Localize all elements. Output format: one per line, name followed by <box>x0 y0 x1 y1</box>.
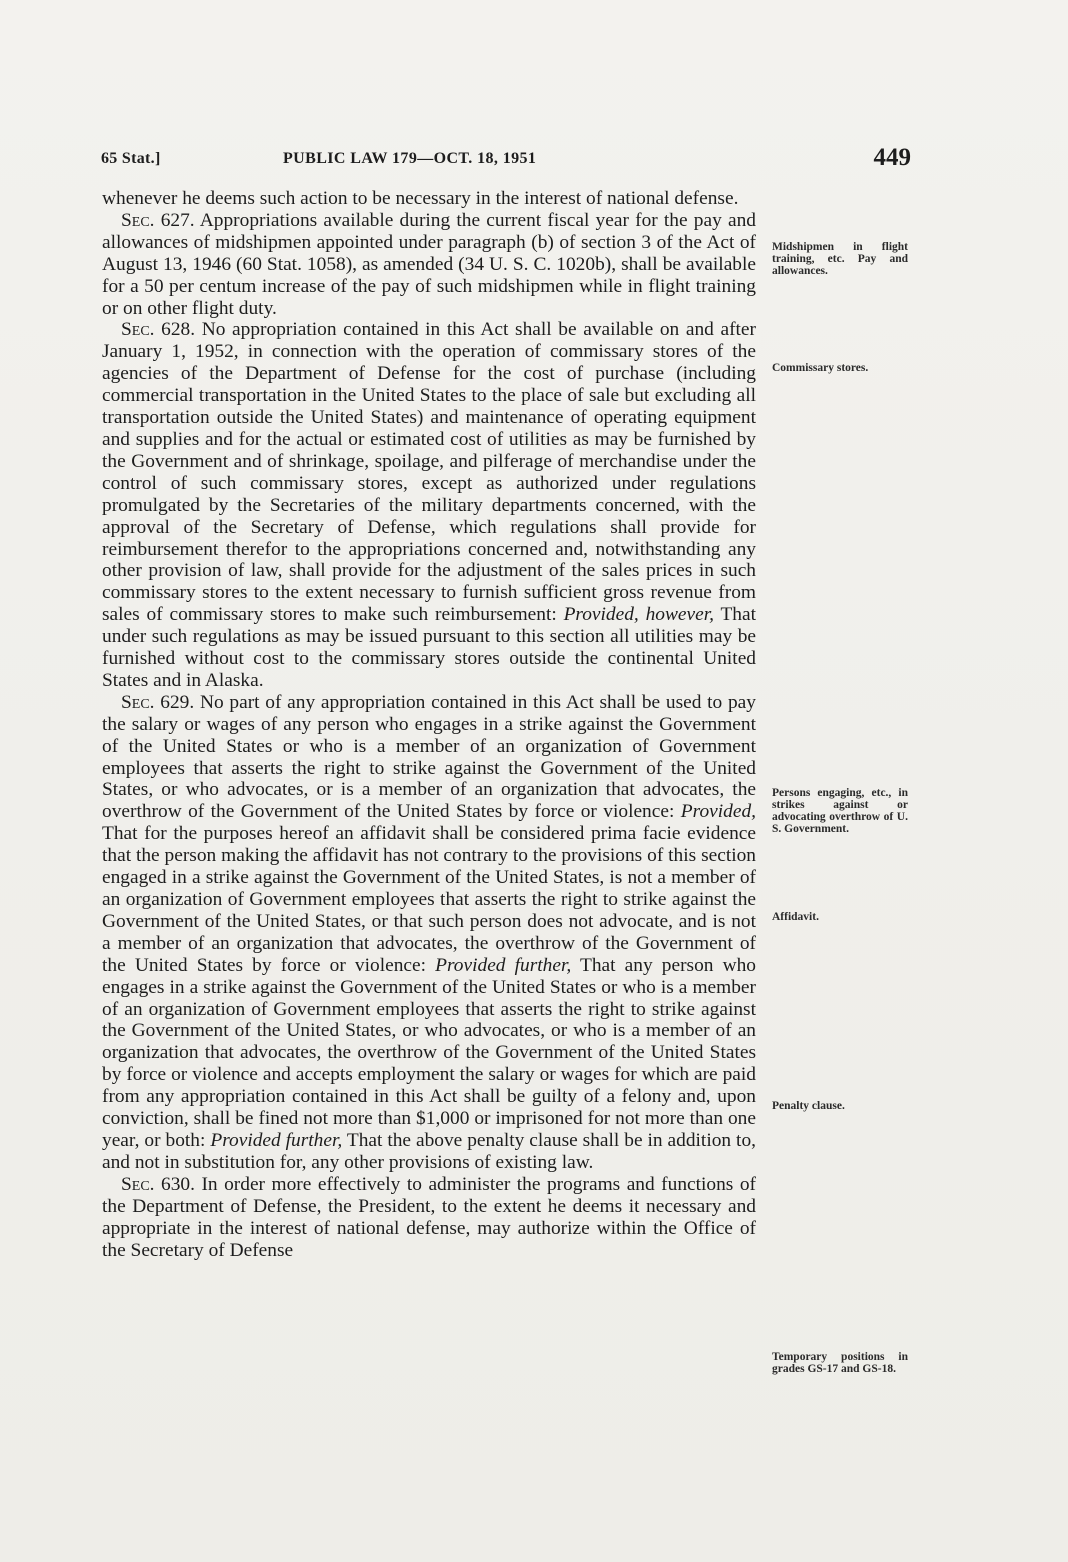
section-text: No part of any appropriation contained in this Act shall be used to pay the salary or wages of any person who engages in a strike against the Government of the United States or who is a member of an organization of Government employees that asserts the right to strike against the Government of the United States, or who advocates, or is a member of an organization that advocates, the overthrow of the Government of the United States by force or violence: <box>102 691 756 823</box>
section-630 <box>102 1174 756 1262</box>
section-label: Sec. 630. <box>121 1173 195 1195</box>
proviso: Provided, however, <box>563 604 714 626</box>
section-label: Sec. 627. <box>121 209 195 231</box>
section-text: That for the purposes hereof an affidavit shall be considered prima facie evidence that the person making the affidavit has not contrary to the provisions of this section engaged in a strike against the Government of the United States, is not a member of an organization of Government employees that asserts the right to strike against the Government of the United States, or that such person does not advocate, and is not a member of an organization that advocates, the overthrow of the Government of the United States by force or violence: <box>102 823 756 976</box>
page-number: 449 <box>873 144 911 171</box>
proviso: Provided, <box>680 801 756 823</box>
section-text: Appropriations available during the current fiscal year for the pay and allowances of midshipmen appointed under paragraph (b) of section 3 of the Act of August 13, 1946 (60 Stat. 1058), as amended (34 U. S. C. 1020b), shall be available for a 50 per centum increase of the pay of such midshipmen while in flight training or on other flight duty. <box>102 209 756 319</box>
running-header <box>101 146 911 176</box>
section-text: That the above penalty clause shall be in addition to, and not in substitution for, any other provisions of existing law. <box>102 1129 756 1173</box>
margin-note-commissary: Commissary stores. <box>772 362 869 374</box>
section-text: No appropriation contained in this Act shall be available on and after January 1, 1952, in connection with the operation of commissary stores of the agencies of the Department of Defense for the cost of purchase (including commercial transportation in the United States to the place of sale but excluding all transportation outside the United States) and maintenance of operating equipment and supplies and for the actual or estimated cost of utilities as may be furnished by the Government and of shrinkage, spoilage, and pilferage of merchandise under the control of such commissary stores, except as authorized under regulations promulgated by the Secretaries of the military departments concerned, with the approval of the Secretary of Defense, which regulations shall provide for reimbursement therefor to the appropriations concerned and, notwithstanding any other provision of law, shall provide for the adjustment of the sales prices in such commissary stores to the extent necessary to furnish sufficient gross revenue from sales of commissary stores to make such reimbursement: <box>102 319 756 626</box>
margin-note-temporary: Temporary positions in grades GS-17 and GS-18. <box>772 1351 908 1375</box>
statute-body <box>102 188 756 1261</box>
margin-note-midshipmen: Midshipmen in flight training, etc. Pay and allowances. <box>772 241 908 277</box>
section-627 <box>102 210 756 320</box>
section-text: In order more effectively to administer the programs and functions of the Department of Defense, the President, to the extent he deems it necessary and appropriate in the interest of national defense, may authorize within the Office of the Secretary of Defense <box>102 1173 756 1261</box>
section-629 <box>102 692 756 1174</box>
section-text: That under such regulations as may be issued pursuant to this section all utilities may be furnished without cost to the commissary stores outside the continental United States and in Alaska. <box>102 604 756 691</box>
margin-note-strikes: Persons engaging, etc., in strikes against or advocating overthrow of U. S. Government. <box>772 787 908 835</box>
section-label: Sec. 629. <box>121 691 195 713</box>
paragraph-continuation: whenever he deems such action to be necessary in the interest of national defense. <box>102 188 739 209</box>
section-text: That any person who engages in a strike against the Government of the United States or who is a member of an organization of Government employees that asserts the right to strike against the Government of the United States, or who advocates, or who is a member of an organization that advocates, the overthrow of the Government of the United States by force or violence and accepts employment the salary or wages for which are paid from any appropriation contained in this Act shall be guilty of a felony and, upon conviction, shall be fined not more than $1,000 or imprisoned for not more than one year, or both: <box>102 954 756 1151</box>
margin-note-affidavit: Affidavit. <box>772 911 819 923</box>
section-label: Sec. 628. <box>121 319 196 341</box>
volume-citation: 65 Stat.] <box>101 150 161 167</box>
proviso: Provided further, <box>210 1129 343 1151</box>
margin-note-penalty: Penalty clause. <box>772 1100 845 1112</box>
public-law-title: PUBLIC LAW 179—OCT. 18, 1951 <box>283 150 537 167</box>
section-628 <box>102 319 756 691</box>
proviso: Provided further, <box>435 954 572 976</box>
